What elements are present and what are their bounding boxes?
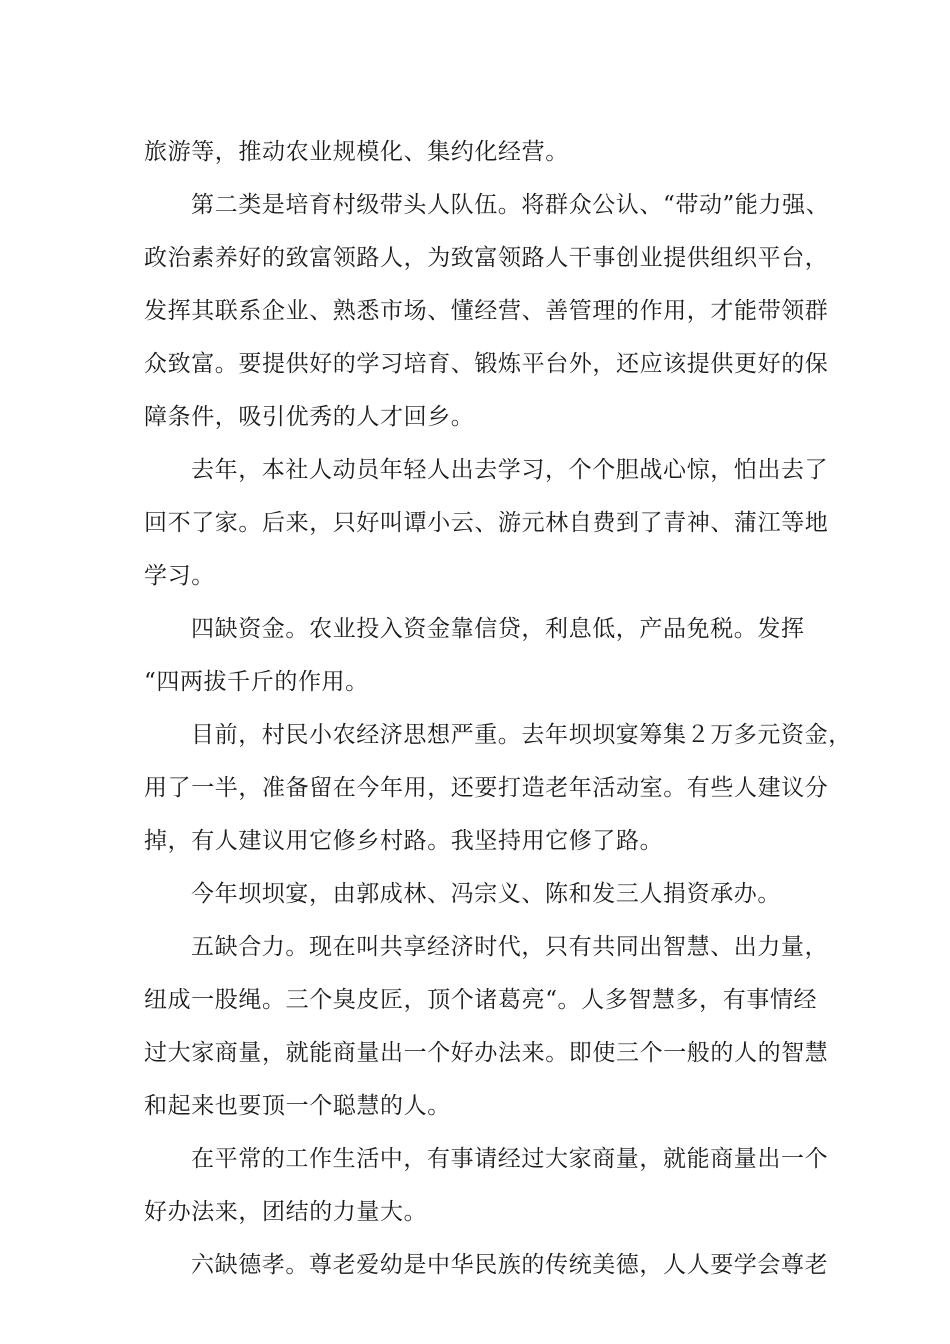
text-line: 政治素养好的致富领路人，为致富领路人干事创业提供组织平台， bbox=[144, 245, 829, 271]
text-line: 四缺资金。农业投入资金靠信贷，利息低，产品免税。发挥 bbox=[191, 616, 805, 642]
text-line: 用了一半，准备留在今年用，还要打造老年活动室。有些人建议分 bbox=[144, 775, 829, 801]
text-line: 旅游等，推动农业规模化、集约化经营。 bbox=[144, 139, 569, 165]
text-line: 掉，有人建议用它修乡村路。我坚持用它修了路。 bbox=[144, 828, 664, 854]
text-line: 六缺德孝。尊老爱幼是中华民族的传统美德，人人要学会尊老 bbox=[191, 1252, 829, 1278]
text-line: 五缺合力。现在叫共享经济时代，只有共同出智慧、出力量， bbox=[191, 934, 829, 960]
text-line: 目前，村民小农经济思想严重。去年坝坝宴筹集２万多元资金， bbox=[191, 722, 852, 748]
text-line: 去年，本社人动员年轻人出去学习，个个胆战心惊，怕出去了 bbox=[191, 457, 829, 483]
text-line: 今年坝坝宴，由郭成林、冯宗义、陈和发三人捐资承办。 bbox=[191, 881, 781, 907]
text-line: 好办法来，团结的力量大。 bbox=[144, 1199, 428, 1225]
text-line: 学习。 bbox=[144, 563, 215, 589]
text-line: 障条件，吸引优秀的人才回乡。 bbox=[144, 404, 475, 430]
text-line: 众致富。要提供好的学习培育、锻炼平台外，还应该提供更好的保 bbox=[144, 351, 829, 377]
text-line: 发挥其联系企业、熟悉市场、懂经营、善管理的作用，才能带领群 bbox=[144, 298, 829, 324]
text-line: 回不了家。后来，只好叫谭小云、游元林自费到了青神、蒲江等地 bbox=[144, 510, 829, 536]
text-line: 纽成一股绳。三个臭皮匠，顶个诸葛亮“。人多智慧多，有事情经 bbox=[144, 987, 818, 1013]
text-line: 在平常的工作生活中，有事请经过大家商量，就能商量出一个 bbox=[191, 1146, 829, 1172]
text-line: 和起来也要顶一个聪慧的人。 bbox=[144, 1093, 451, 1119]
text-line: 第二类是培育村级带头人队伍。将群众公认、“带动”能力强、 bbox=[191, 192, 830, 218]
text-line: “四两拔千斤的作用。 bbox=[144, 669, 369, 695]
text-line: 过大家商量，就能商量出一个好办法来。即使三个一般的人的智慧 bbox=[144, 1040, 829, 1066]
